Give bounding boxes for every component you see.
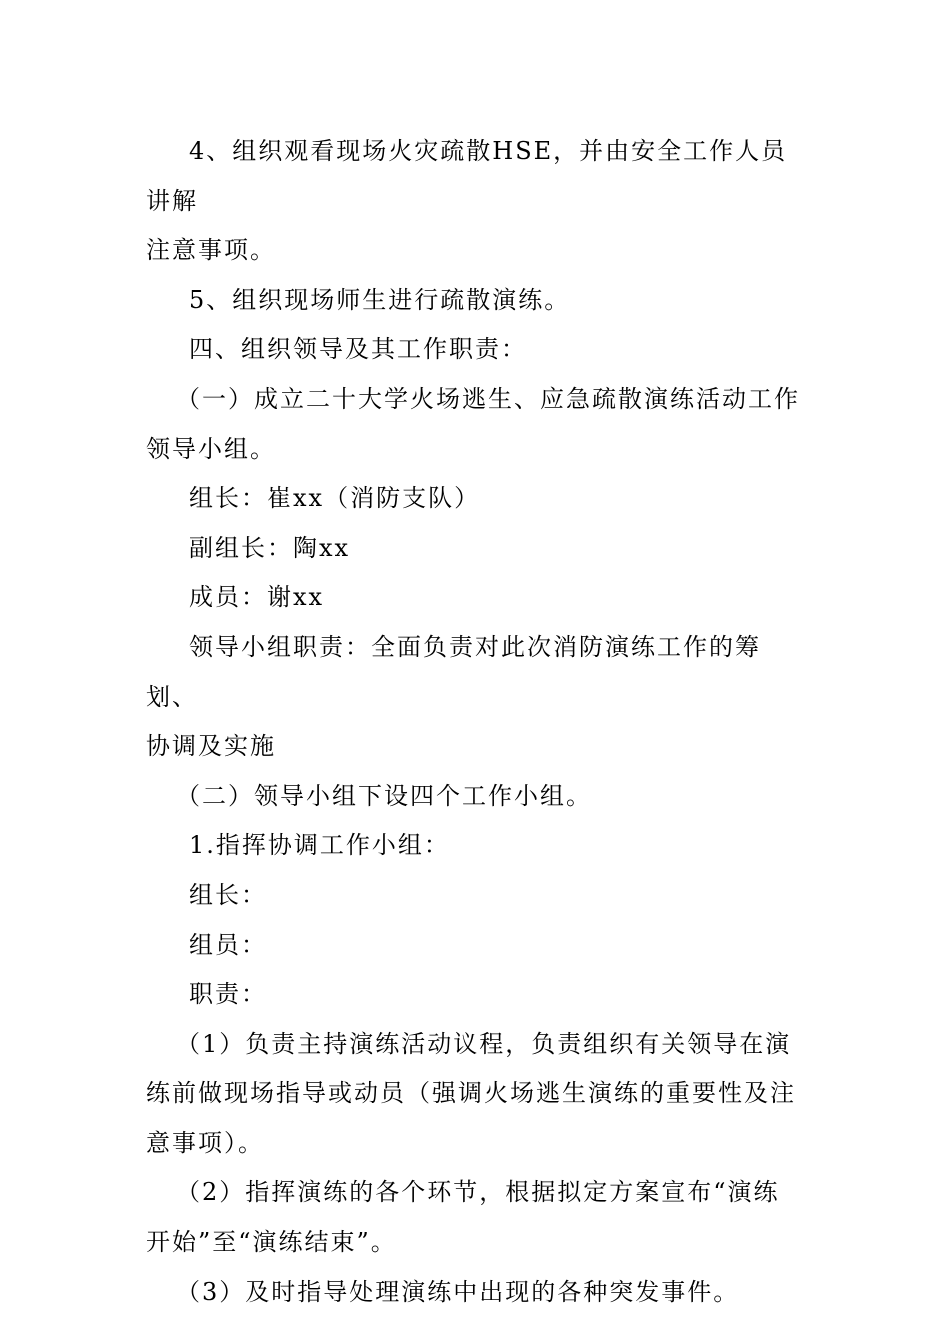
- paragraph-line: （2）指挥演练的各个环节，根据拟定方案宣布“演练: [176, 1178, 780, 1207]
- paragraph-line: 协调及实施: [146, 732, 276, 761]
- paragraph-line: （3）及时指导处理演练中出现的各种突发事件。: [176, 1277, 740, 1306]
- paragraph-duty-2: [146, 1168, 806, 1267]
- paragraph-line: 组员：: [189, 930, 267, 959]
- paragraph-step-4: [146, 127, 806, 276]
- paragraph-members: [146, 573, 806, 623]
- paragraph-line: 注意事项。: [146, 236, 276, 265]
- paragraph-line: 意事项）。: [146, 1128, 264, 1157]
- paragraph-line: 5、组织现场师生进行疏散演练。: [189, 285, 571, 314]
- paragraph-line: 领导小组职责：全面负责对此次消防演练工作的筹划、: [146, 632, 761, 711]
- paragraph-group-duties: [146, 623, 806, 772]
- paragraph-leader: [146, 474, 806, 524]
- paragraph-line: 副组长：陶xx: [189, 533, 351, 562]
- paragraph-line: （二）领导小组下设四个工作小组。: [176, 781, 592, 810]
- paragraph-line: 4、组织观看现场火灾疏散HSE，并由安全工作人员讲解: [146, 137, 788, 215]
- paragraph-group-members: [146, 921, 806, 971]
- paragraph-duty-1: [146, 1020, 806, 1169]
- paragraph-duty-3: [146, 1268, 806, 1318]
- paragraph-line: 领导小组。: [146, 434, 276, 463]
- document-page: [146, 127, 806, 1317]
- paragraph-line: 四、组织领导及其工作职责：: [189, 335, 527, 364]
- paragraph-line: 开始”至“演练结束”。: [146, 1228, 397, 1257]
- paragraph-line: 1.指挥协调工作小组：: [189, 831, 450, 860]
- section-heading-four: [146, 325, 806, 375]
- paragraph-group-leader: [146, 871, 806, 921]
- paragraph-subsection-two: [146, 772, 806, 822]
- paragraph-line: （1）负责主持演练活动议程，负责组织有关领导在演: [176, 1029, 792, 1058]
- paragraph-line: 组长：崔xx（消防支队）: [189, 484, 481, 513]
- paragraph-duties-label: [146, 970, 806, 1020]
- paragraph-deputy-leader: [146, 524, 806, 574]
- paragraph-line: （一）成立二十大学火场逃生、应急疏散演练活动工作: [176, 384, 800, 413]
- paragraph-line: 成员：谢xx: [189, 583, 325, 612]
- paragraph-command-group: [146, 821, 806, 871]
- paragraph-line: 组长：: [189, 880, 267, 909]
- paragraph-step-5: [146, 276, 806, 326]
- paragraph-subsection-one: [146, 375, 806, 474]
- paragraph-line: 练前做现场指导或动员（强调火场逃生演练的重要性及注: [146, 1079, 796, 1108]
- paragraph-line: 职责：: [189, 980, 267, 1009]
